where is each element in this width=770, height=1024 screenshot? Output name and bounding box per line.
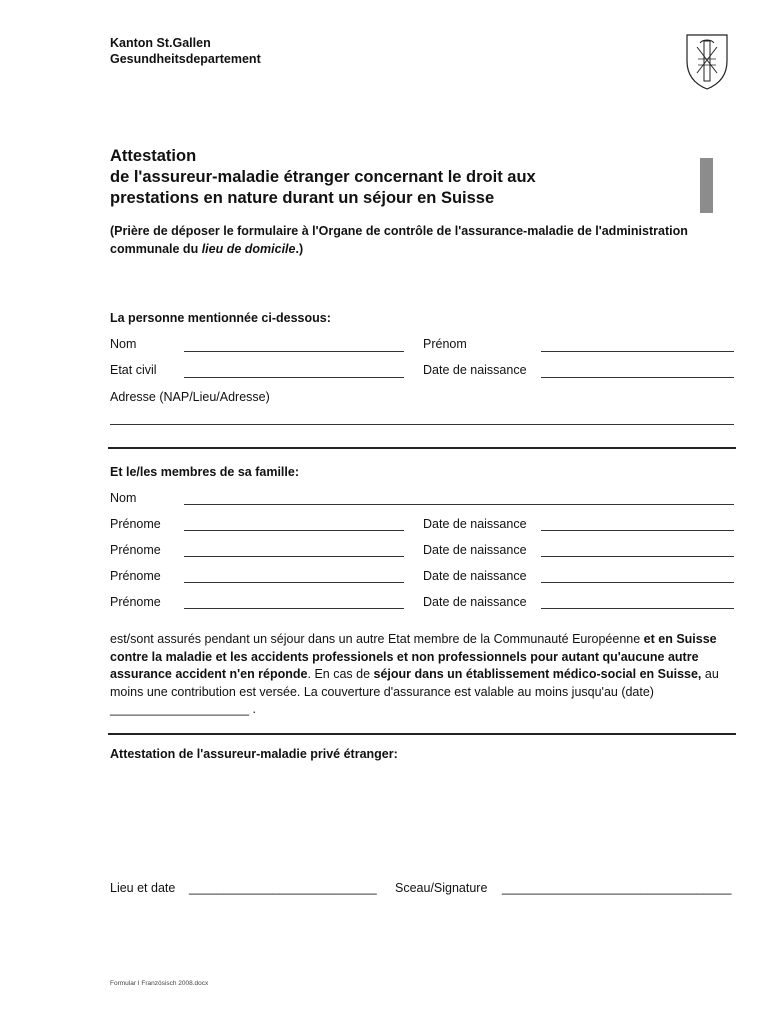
person-heading: La personne mentionnée ci-dessous: [110, 311, 331, 325]
field-lieu-date[interactable]: ___________________________ [189, 881, 377, 895]
family-label-date: Date de naissance [423, 569, 527, 583]
section-divider [108, 733, 736, 735]
title-line-2: de l'assureur-maladie étranger concernant le droit aux [110, 168, 536, 186]
family-label-date: Date de naissance [423, 543, 527, 557]
field-prenom[interactable] [541, 351, 734, 352]
label-nom: Nom [110, 337, 137, 351]
field-date-naissance[interactable] [541, 377, 734, 378]
family-label-prenome: Prénome [110, 543, 161, 557]
insurer-heading: Attestation de l'assureur-maladie privé étranger: [110, 747, 398, 761]
statement-text-1: est/sont assurés pendant un séjour dans un autre Etat membre de la Communauté Européenne [110, 632, 644, 646]
section-divider [108, 447, 736, 449]
field-adresse[interactable] [110, 424, 734, 425]
family-label-prenome: Prénome [110, 569, 161, 583]
insurance-statement [110, 631, 740, 719]
coat-of-arms-icon [685, 33, 729, 91]
family-field-prenome[interactable] [184, 608, 404, 609]
family-field-date[interactable] [541, 608, 734, 609]
grey-marker-bar [700, 158, 713, 213]
header-canton: Kanton St.Gallen [110, 36, 211, 50]
label-date-naissance: Date de naissance [423, 363, 527, 377]
title-line-3: prestations en nature durant un séjour en Suisse [110, 189, 495, 207]
header-department: Gesundheitsdepartement [110, 52, 261, 66]
instruction-text [110, 222, 710, 258]
family-field-prenome[interactable] [184, 582, 404, 583]
field-nom[interactable] [184, 351, 404, 352]
family-label-date: Date de naissance [423, 517, 527, 531]
family-field-nom[interactable] [184, 504, 734, 505]
field-etat-civil[interactable] [184, 377, 404, 378]
statement-bold-1: et en Suisse contre la maladie et les accidents professionels et non professionnels pour autant qu'aucune autre assurance accident n'en réponde [110, 632, 717, 681]
title-line-1: Attestation [110, 147, 197, 165]
family-label-nom: Nom [110, 491, 137, 505]
family-heading: Et le/les membres de sa famille: [110, 465, 299, 479]
family-label-prenome: Prénome [110, 517, 161, 531]
statement-bold-2: séjour dans un établissement médico-social en Suisse, [373, 667, 702, 681]
statement-text-2: . En cas de [307, 667, 374, 681]
label-etat-civil: Etat civil [110, 363, 157, 377]
instruction-part-1: (Prière de déposer le formulaire à l'Organe de contrôle de l'assurance-maladie de l'administration communale du [110, 224, 688, 256]
family-field-date[interactable] [541, 556, 734, 557]
family-label-prenome: Prénome [110, 595, 161, 609]
field-sceau-signature[interactable]: _________________________________ [502, 881, 732, 895]
family-field-prenome[interactable] [184, 556, 404, 557]
instruction-part-2: .) [295, 242, 304, 256]
label-adresse: Adresse (NAP/Lieu/Adresse) [110, 390, 270, 404]
family-field-date[interactable] [541, 530, 734, 531]
label-sceau-signature: Sceau/Signature [395, 881, 488, 895]
instruction-emphasis: lieu de domicile [201, 242, 296, 256]
family-label-date: Date de naissance [423, 595, 527, 609]
family-field-prenome[interactable] [184, 530, 404, 531]
footer-filename: Formular I Französisch 2008.docx [110, 980, 209, 987]
label-prenom: Prénom [423, 337, 467, 351]
statement-text-3: au moins une contribution est versée. La couverture d'assurance est valable au moins jusqu'au (date) ____________________ . [110, 667, 719, 716]
label-lieu-date: Lieu et date [110, 881, 176, 895]
family-field-date[interactable] [541, 582, 734, 583]
